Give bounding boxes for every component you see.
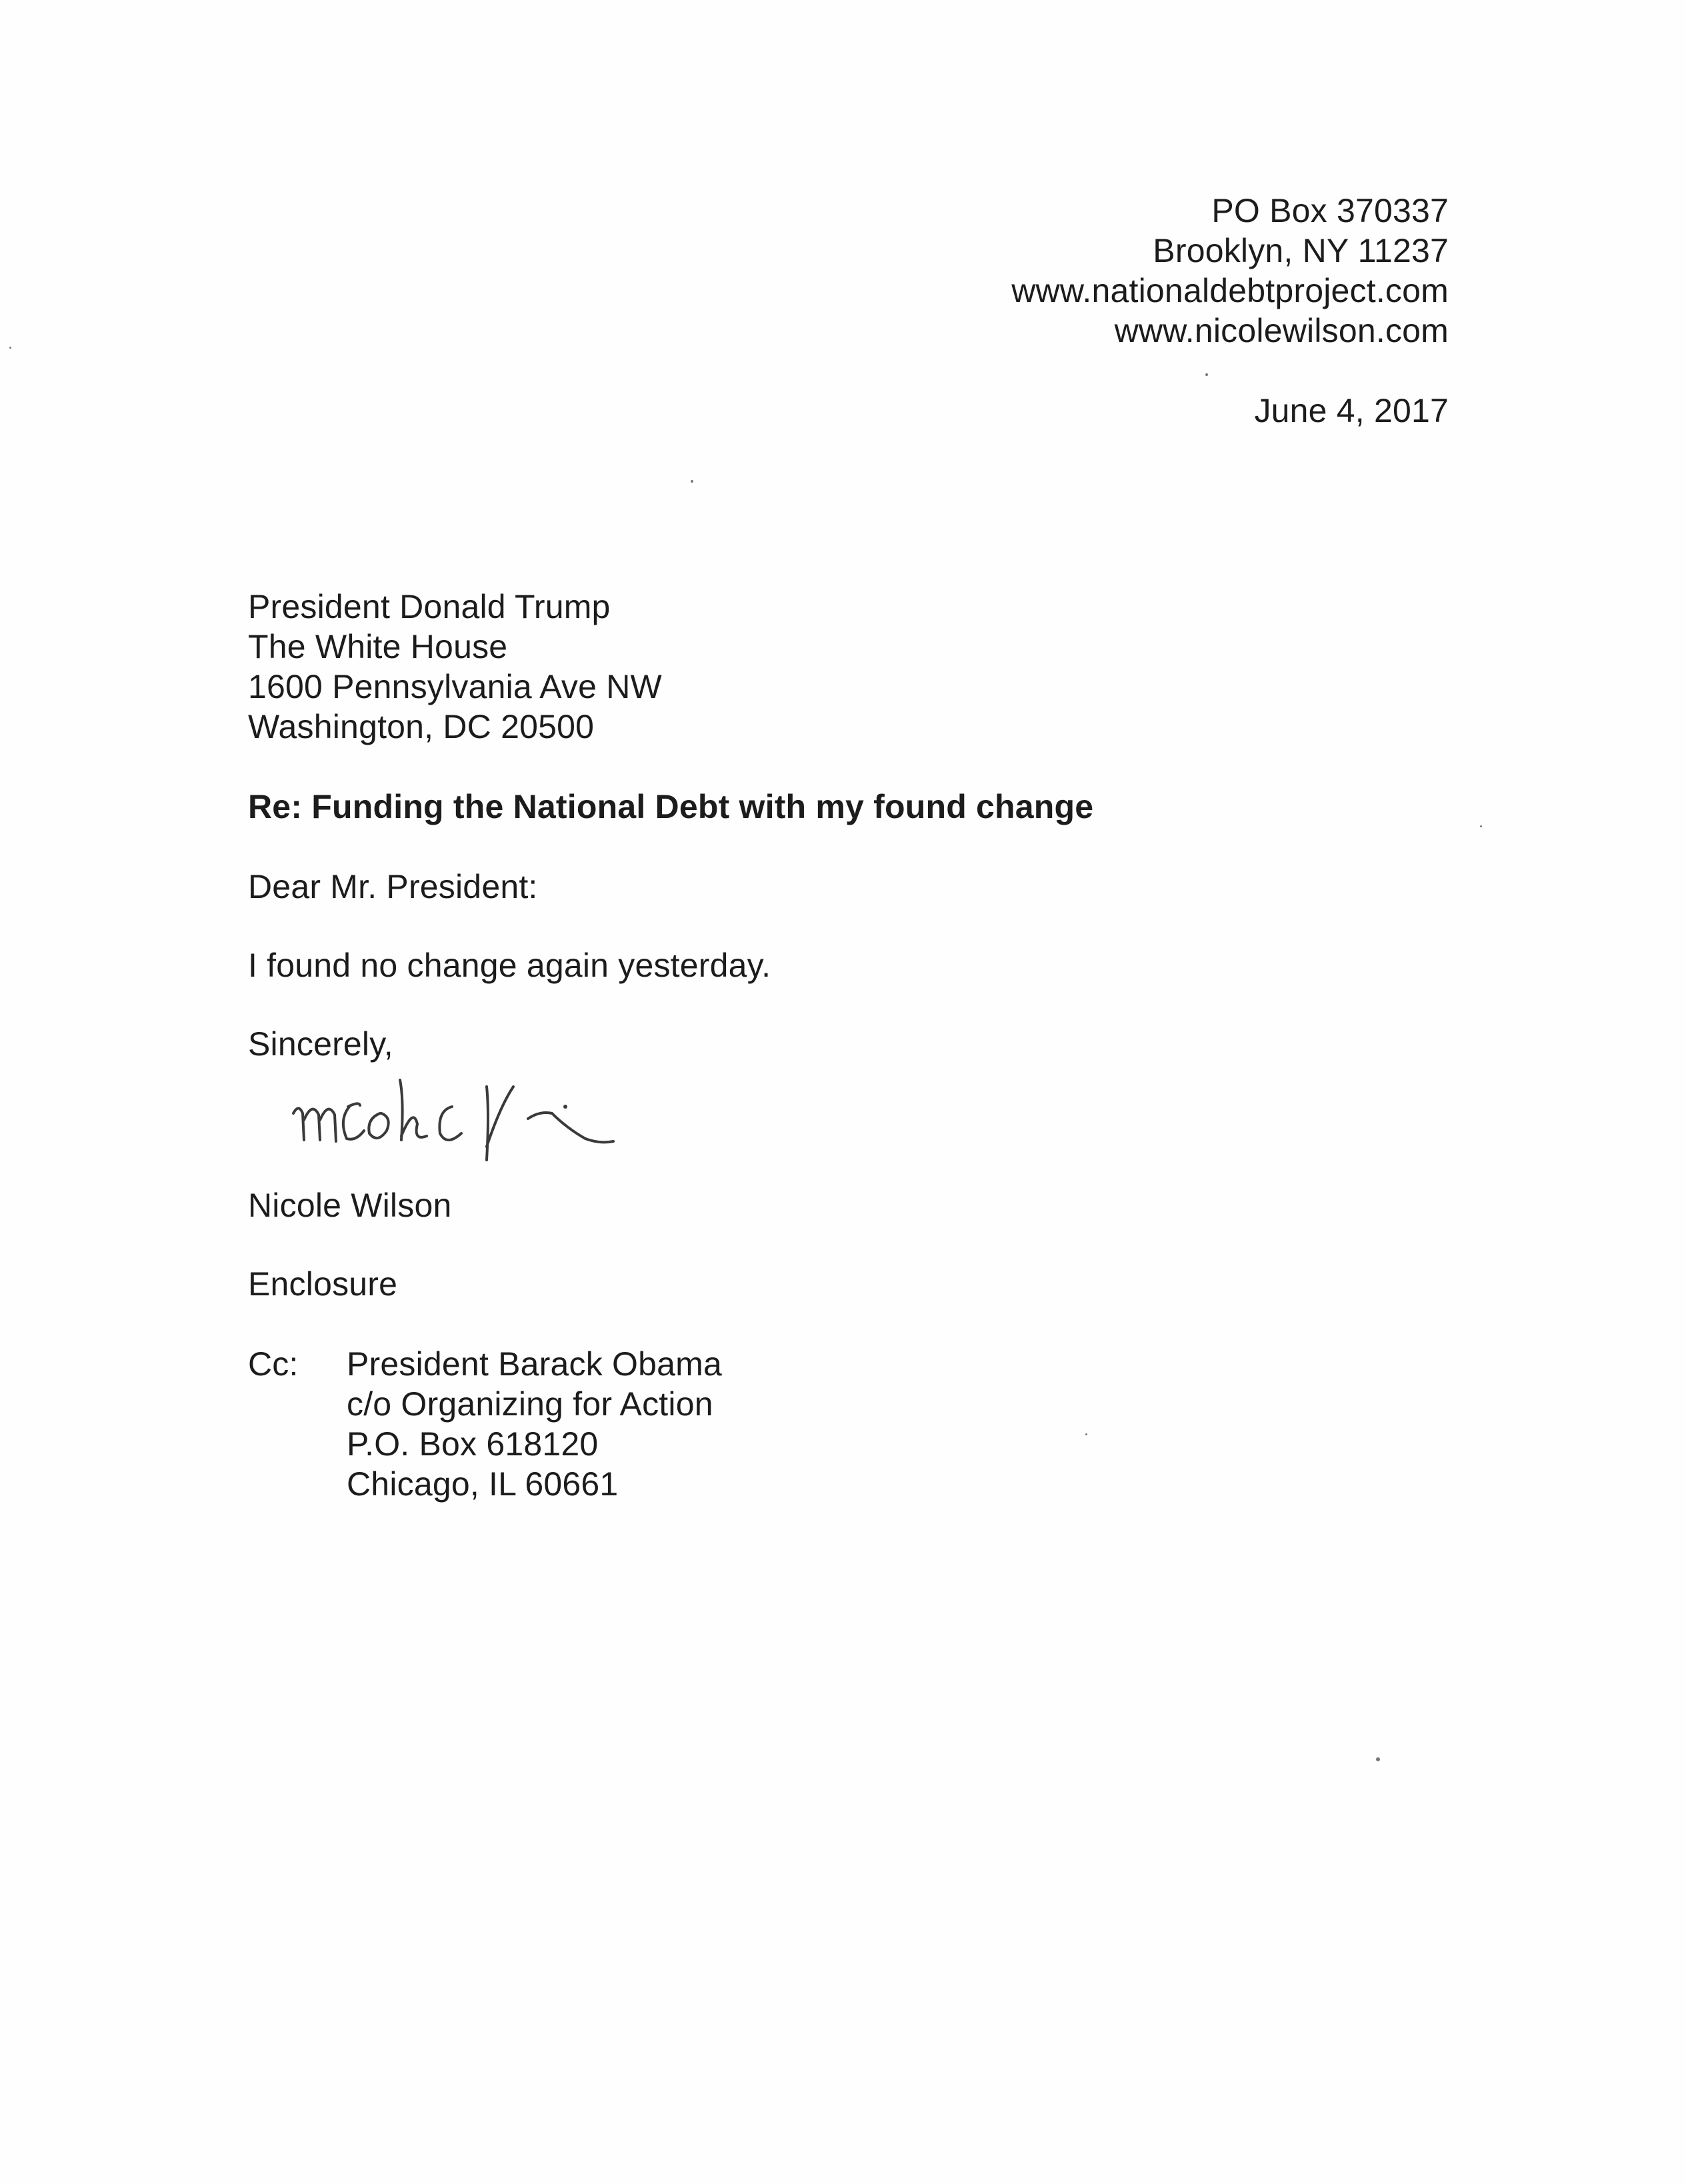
cc-city-line: Chicago, IL 60661 <box>347 1465 619 1503</box>
cc-name: President Barack Obama <box>347 1345 722 1383</box>
body-paragraph: I found no change again yesterday. <box>248 947 771 984</box>
scan-speck <box>1205 373 1208 376</box>
letter-date: June 4, 2017 <box>1254 392 1449 429</box>
scan-speck <box>1480 825 1482 827</box>
signer-name: Nicole Wilson <box>248 1187 452 1224</box>
cc-po-box: P.O. Box 618120 <box>347 1425 599 1463</box>
cc-label: Cc: <box>248 1345 299 1383</box>
salutation: Dear Mr. President: <box>248 868 538 905</box>
handwritten-signature <box>287 1067 687 1173</box>
closing: Sincerely, <box>248 1025 393 1063</box>
cc-care-of: c/o Organizing for Action <box>347 1385 713 1423</box>
scan-speck <box>691 480 693 483</box>
sender-website-2: www.nicolewilson.com <box>1114 312 1449 349</box>
sender-po-box: PO Box 370337 <box>1211 192 1449 229</box>
recipient-name: President Donald Trump <box>248 588 611 625</box>
sender-website-1: www.nationaldebtproject.com <box>1011 272 1449 309</box>
scan-speck <box>1085 1433 1087 1435</box>
enclosure-note: Enclosure <box>248 1265 398 1303</box>
subject-line: Re: Funding the National Debt with my found change <box>248 788 1094 825</box>
recipient-street: 1600 Pennsylvania Ave NW <box>248 668 662 705</box>
recipient-city-line: Washington, DC 20500 <box>248 708 595 745</box>
scan-speck <box>1376 1757 1380 1761</box>
scan-speck <box>9 347 11 349</box>
sender-city-line: Brooklyn, NY 11237 <box>1153 232 1449 269</box>
recipient-org: The White House <box>248 628 508 665</box>
